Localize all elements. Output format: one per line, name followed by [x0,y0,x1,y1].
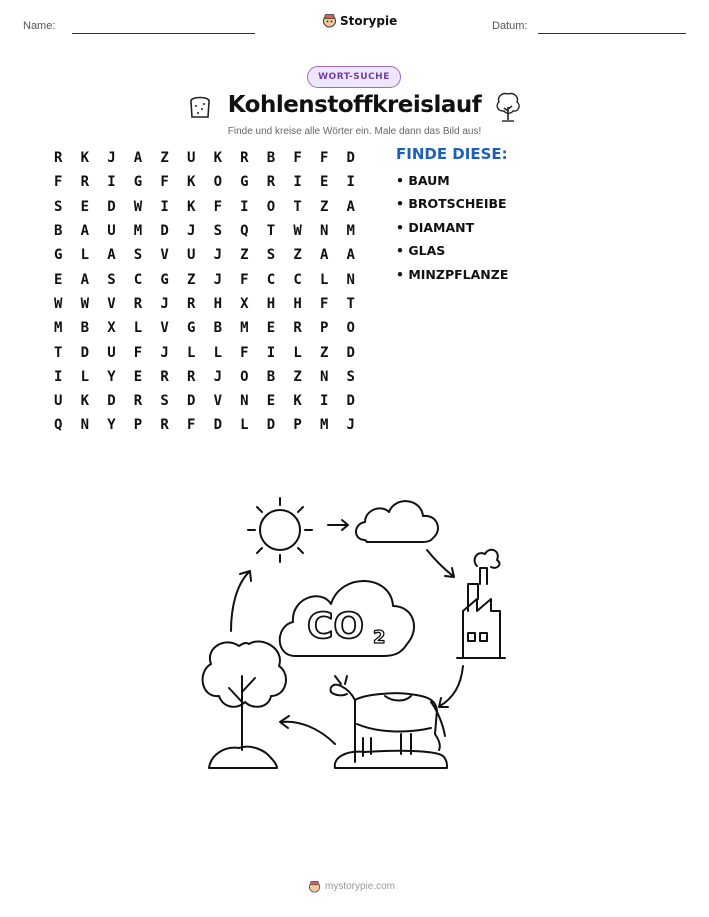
grid-cell[interactable]: P [319,320,329,337]
grid-cell[interactable]: A [133,150,143,167]
tree-icon [203,641,286,768]
grid-cell[interactable]: O [240,368,249,385]
grid-row [50,219,369,243]
grid-cell[interactable]: R [160,368,169,385]
grid-cell[interactable]: A [80,271,90,288]
grid-row [50,243,369,267]
storypie-mascot-icon [322,13,337,28]
grid-cell[interactable]: J [107,150,116,167]
grid-cell[interactable]: T [54,344,63,361]
grid-cell[interactable]: U [107,344,116,361]
page-title: Kohlenstoffkreislauf [227,92,482,118]
grid-cell[interactable]: D [107,198,116,215]
grid-cell[interactable]: R [54,150,63,167]
arrow-icon [440,666,463,706]
grid-cell[interactable]: R [186,368,196,385]
grid-cell[interactable]: Z [319,344,329,361]
grid-cell[interactable]: V [160,247,169,264]
carbon-cycle-illustration [195,488,515,773]
grid-row [50,267,369,291]
grid-cell[interactable]: L [319,271,329,288]
grid-cell[interactable]: E [54,271,63,288]
grid-cell[interactable]: Y [107,368,116,385]
grid-cell[interactable]: T [346,295,355,312]
storypie-mascot-icon [308,880,321,893]
co2-text: CO [307,606,365,647]
grid-cell[interactable]: G [54,247,63,264]
grid-row [50,365,369,389]
grid-cell[interactable]: N [319,368,329,385]
grid-cell[interactable]: R [186,295,196,312]
grid-cell[interactable]: O [266,198,276,215]
tree-small-icon [494,89,522,123]
grid-cell[interactable]: D [213,417,222,434]
grid-cell[interactable]: G [133,174,143,191]
grid-cell[interactable]: E [319,174,329,191]
grid-cell[interactable]: S [133,247,143,264]
grid-cell[interactable]: D [346,393,355,410]
grid-cell[interactable]: D [346,344,355,361]
grid-cell[interactable]: D [186,393,196,410]
grid-cell[interactable]: K [186,174,196,191]
factory-icon [457,550,505,658]
grid-cell[interactable]: T [266,223,276,240]
grid-cell[interactable]: W [133,198,143,215]
grid-cell[interactable]: R [266,174,276,191]
arrow-icon [231,572,249,631]
grid-cell[interactable]: B [266,150,276,167]
word-list [396,172,508,289]
name-label: Name: [23,20,56,32]
grid-row [50,413,369,437]
grid-cell[interactable]: Z [319,198,329,215]
grid-cell[interactable]: B [213,320,222,337]
grid-cell[interactable]: I [160,198,169,215]
grid-cell[interactable]: J [213,247,222,264]
grid-cell[interactable]: H [266,295,276,312]
grid-cell[interactable]: M [133,223,143,240]
grid-cell[interactable]: I [107,174,116,191]
grid-cell[interactable]: N [319,223,329,240]
grid-cell[interactable]: L [240,417,249,434]
grid-cell[interactable]: U [186,247,196,264]
grid-cell[interactable]: J [160,295,169,312]
grid-cell[interactable]: E [266,393,276,410]
grid-cell[interactable]: B [80,320,90,337]
grid-cell[interactable]: I [346,174,355,191]
grid-cell[interactable]: H [293,295,302,312]
grid-cell[interactable]: A [346,247,355,264]
grid-cell[interactable]: C [266,271,276,288]
grid-cell[interactable]: A [107,247,116,264]
grid-cell[interactable]: J [346,417,355,434]
grid-cell[interactable]: S [160,393,169,410]
grid-cell[interactable]: C [133,271,143,288]
word-item: • BROTSCHEIBE [396,196,507,212]
brand-name: Storypie [340,13,398,28]
word-item: • BAUM [396,173,450,188]
footer-site: mystorypie.com [325,881,396,892]
grid-cell[interactable]: S [54,198,63,215]
grid-row [50,389,369,413]
grid-cell[interactable]: Q [240,223,249,240]
grid-cell[interactable]: O [213,174,222,191]
word-item: • GLAS [396,243,446,259]
grid-cell[interactable]: F [186,417,196,434]
grid-cell[interactable]: Z [240,247,249,264]
grid-cell[interactable]: M [54,320,63,337]
grid-cell[interactable]: R [133,295,143,312]
grid-cell[interactable]: Y [107,417,116,434]
cow-icon [330,676,447,768]
grid-cell[interactable]: S [266,247,276,264]
grid-row [50,340,369,364]
grid-cell[interactable]: F [240,344,249,361]
grid-cell[interactable]: K [293,393,302,410]
grid-cell[interactable]: L [186,344,196,361]
grid-cell[interactable]: K [80,150,90,167]
grid-cell[interactable]: I [319,393,329,410]
word-item: • DIAMANT [396,219,475,235]
grid-row [50,170,369,194]
grid-cell[interactable]: D [266,417,276,434]
grid-cell[interactable]: V [213,393,222,410]
grid-cell[interactable]: D [160,223,169,240]
grid-cell[interactable]: E [266,320,276,337]
grid-cell[interactable]: U [186,150,196,167]
grid-cell[interactable]: P [293,417,302,434]
word-search-grid[interactable] [50,146,369,438]
grid-cell[interactable]: N [240,393,249,410]
grid-cell[interactable]: F [133,344,143,361]
grid-cell[interactable]: Z [293,247,302,264]
grid-cell[interactable]: R [133,393,143,410]
grid-cell[interactable]: T [293,198,302,215]
grid-cell[interactable]: M [319,417,329,434]
grid-cell[interactable]: R [293,320,302,337]
grid-cell[interactable]: W [80,295,90,312]
grid-cell[interactable]: F [293,150,302,167]
grid-cell[interactable]: H [213,295,222,312]
name-line[interactable] [72,33,255,34]
brand-logo [322,13,397,28]
grid-cell[interactable]: Z [293,368,302,385]
grid-cell[interactable]: D [107,393,116,410]
word-search-badge: WORT-SUCHE [307,66,401,88]
grid-cell[interactable]: Z [160,150,169,167]
grid-cell[interactable]: J [160,344,169,361]
grid-cell[interactable]: E [133,368,143,385]
grid-cell[interactable]: Q [54,417,63,434]
grid-cell[interactable]: B [266,368,276,385]
arrow-icon [281,722,335,744]
grid-cell[interactable]: S [346,368,355,385]
grid-cell[interactable]: K [213,150,222,167]
grid-cell[interactable]: O [346,320,355,337]
grid-cell[interactable]: J [186,223,196,240]
grid-cell[interactable]: M [346,223,355,240]
grid-cell[interactable]: A [80,223,90,240]
find-list-title: FINDE DIESE: [396,145,508,163]
grid-cell[interactable]: V [160,320,169,337]
grid-cell[interactable]: J [213,368,222,385]
arrow-icon [427,550,453,576]
grid-cell[interactable]: X [240,295,249,312]
grid-cell[interactable]: G [186,320,196,337]
grid-cell[interactable]: A [346,198,355,215]
grid-cell[interactable]: G [160,271,169,288]
grid-cell[interactable]: N [80,417,90,434]
grid-cell[interactable]: G [240,174,249,191]
footer [308,880,395,893]
instructions: Finde und kreise alle Wörter ein. Male dann das Bild aus! [227,126,482,137]
grid-cell[interactable]: I [240,198,249,215]
grid-cell[interactable]: R [160,417,169,434]
grid-row [50,146,369,170]
grid-cell[interactable]: L [133,320,143,337]
grid-cell[interactable]: I [54,368,63,385]
grid-cell[interactable]: W [54,295,63,312]
grid-cell[interactable]: V [107,295,116,312]
co2-subscript: 2 [373,627,386,648]
co2-cloud-icon [280,581,414,656]
word-item: • MINZPFLANZE [396,266,509,282]
grid-cell[interactable]: L [293,344,302,361]
grid-cell[interactable]: I [293,174,302,191]
grid-cell[interactable]: P [133,417,143,434]
grid-cell[interactable]: M [240,320,249,337]
grid-cell[interactable]: S [213,223,222,240]
grid-cell[interactable]: D [346,150,355,167]
grid-cell[interactable]: I [266,344,276,361]
grid-cell[interactable]: F [240,271,249,288]
grid-cell[interactable]: R [240,150,249,167]
grid-cell[interactable]: R [80,174,90,191]
grid-row [50,195,369,219]
grid-cell[interactable]: K [186,198,196,215]
grid-cell[interactable]: S [107,271,116,288]
grid-cell[interactable]: F [319,150,329,167]
grid-cell[interactable]: E [80,198,90,215]
grid-cell[interactable]: N [346,271,355,288]
date-line[interactable] [538,33,686,34]
grid-cell[interactable]: L [80,247,90,264]
date-label: Datum: [492,20,528,32]
grid-cell[interactable]: F [54,174,63,191]
grid-row [50,292,369,316]
grid-cell[interactable]: U [107,223,116,240]
grid-cell[interactable]: D [80,344,90,361]
grid-cell[interactable]: J [213,271,222,288]
sun-icon [248,498,312,562]
grid-cell[interactable]: K [80,393,90,410]
cloud-icon [356,501,438,542]
grid-cell[interactable]: L [80,368,90,385]
grid-cell[interactable]: C [293,271,302,288]
grid-cell[interactable]: F [213,198,222,215]
grid-cell[interactable]: F [319,295,329,312]
grid-cell[interactable]: B [54,223,63,240]
grid-cell[interactable]: Z [186,271,196,288]
grid-cell[interactable]: A [319,247,329,264]
grid-row [50,316,369,340]
grid-cell[interactable]: X [107,320,116,337]
grid-cell[interactable]: L [213,344,222,361]
grid-cell[interactable]: U [54,393,63,410]
grid-cell[interactable]: W [293,223,302,240]
grid-cell[interactable]: F [160,174,169,191]
